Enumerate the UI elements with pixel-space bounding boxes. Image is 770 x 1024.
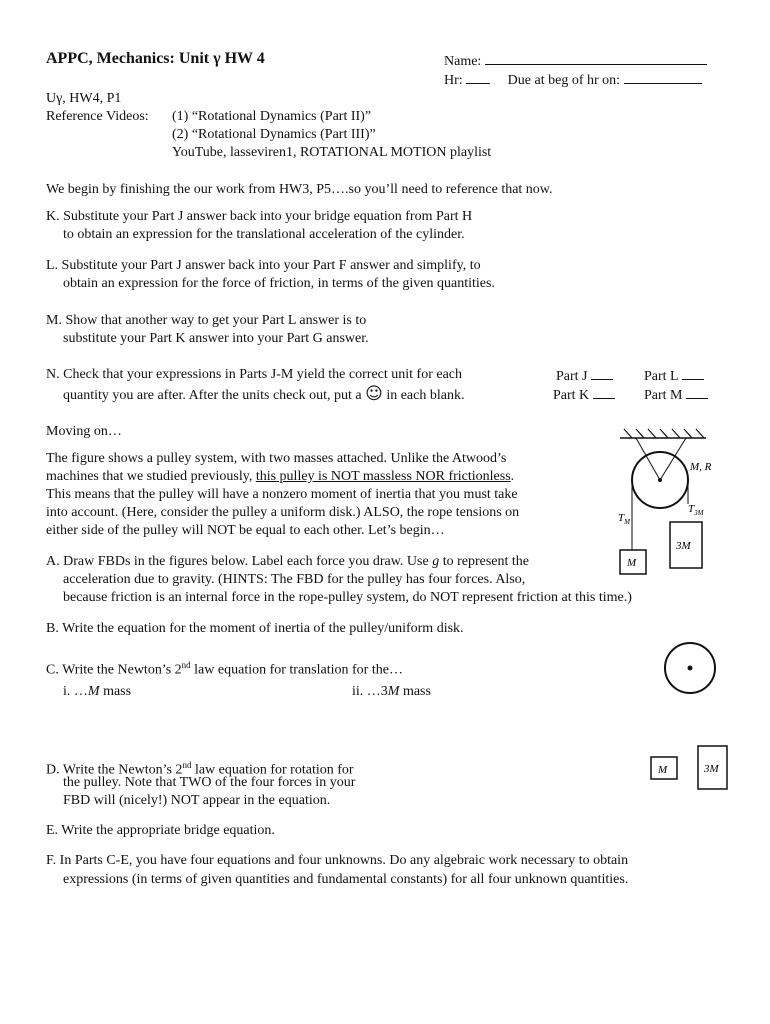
fbd-mass-m-label: M — [658, 764, 668, 776]
check-part-l-blank[interactable] — [682, 366, 704, 380]
question-a-line3: because friction is an internal force in the rope-pulley system, do NOT represent friction at this time.) — [63, 590, 632, 605]
check-part-j[interactable] — [556, 366, 613, 386]
pulley-desc-2 — [46, 468, 514, 486]
gravity-symbol: g — [432, 554, 440, 569]
tension-left-symbol: T — [618, 512, 625, 524]
question-c-ii-suffix: mass — [402, 684, 431, 699]
mass-fbd-figure[interactable] — [648, 744, 732, 792]
name-field[interactable] — [444, 51, 707, 71]
ceiling — [620, 429, 706, 438]
video-1: (1) “Rotational Dynamics (Part II)” — [172, 109, 372, 124]
check-part-l-label: Part L — [644, 369, 679, 384]
begin-text: We begin by finishing the our work from HW3, P5….so you’ll need to reference that now. — [46, 182, 553, 197]
hr-blank[interactable] — [466, 70, 490, 84]
pulley-desc-1: The figure shows a pulley system, with two masses attached. Unlike the Atwood’s — [46, 451, 507, 466]
question-c-i-prefix: i. … — [63, 684, 88, 699]
fbd-mass-3m-label: 3M — [704, 763, 719, 775]
page-title: APPC, Mechanics: Unit γ HW 4 — [46, 50, 265, 67]
moving-on: Moving on… — [46, 424, 122, 439]
check-part-k-blank[interactable] — [593, 385, 615, 399]
check-part-k[interactable] — [553, 385, 615, 405]
mass-3m-label: 3M — [676, 540, 691, 552]
tension-right-symbol: T — [688, 503, 695, 515]
part-n-line1: N. Check that your expressions in Parts J-M yield the correct unit for each — [46, 367, 463, 382]
question-c-i-symbol: M — [87, 684, 100, 699]
question-a-line2: acceleration due to gravity. (HINTS: The FBD for the pulley has four forces. Also, — [63, 572, 526, 587]
pulley-desc-5: either side of the pulley will NOT be equal to each other. Let’s begin… — [46, 523, 445, 538]
question-d-line3: FBD will (nicely!) NOT appear in the equation. — [63, 793, 331, 808]
pulley-fbd-figure[interactable] — [660, 640, 720, 696]
support-strut-left — [636, 438, 660, 480]
question-a-line1 — [46, 553, 529, 571]
question-c-text-b: law equation for translation for the… — [194, 662, 403, 678]
question-a-text-b: to represent the — [442, 554, 529, 569]
part-n-text-a: quantity you are after. After the units check out, put a — [63, 388, 362, 403]
part-k-line1: K. Substitute your Part J answer back into your bridge equation from Part H — [46, 209, 473, 224]
check-part-m-blank[interactable] — [686, 385, 708, 399]
part-k-line2: to obtain an expression for the translational acceleration of the cylinder. — [63, 227, 465, 242]
question-d-line2: the pulley. Note that TWO of the four forces in your — [63, 775, 356, 790]
tension-left-label — [618, 512, 631, 526]
video-2: (2) “Rotational Dynamics (Part III)” — [172, 127, 376, 142]
question-e: E. Write the appropriate bridge equation. — [46, 823, 275, 838]
question-c-i-suffix: mass — [103, 684, 132, 699]
part-l-line1: L. Substitute your Part J answer back into your Part F answer and simplify, to — [46, 258, 481, 273]
check-part-j-label: Part J — [556, 369, 588, 384]
question-c-ii — [352, 683, 431, 701]
due-blank[interactable] — [624, 70, 702, 84]
pulley-desc-emphasis: this pulley is NOT massless NOR frictionless — [255, 469, 511, 484]
check-part-j-blank[interactable] — [591, 366, 613, 380]
pulley-desc-2c: . — [510, 469, 515, 484]
pulley-desc-2a: machines that we studied previously, — [46, 469, 253, 484]
question-b: B. Write the equation for the moment of inertia of the pulley/uniform disk. — [46, 621, 464, 636]
hr-label: Hr: — [444, 73, 463, 88]
check-part-k-label: Part K — [553, 388, 590, 403]
mass-m-label: M — [627, 557, 637, 569]
part-n-line2 — [63, 385, 464, 405]
pulley-fbd-center — [688, 666, 693, 671]
pulley-axle — [658, 478, 662, 482]
part-l-line2: obtain an expression for the force of friction, in terms of the given quantities. — [63, 276, 495, 291]
question-c-ii-prefix: ii. …3 — [352, 684, 388, 699]
support-strut-right — [660, 438, 686, 480]
question-f-line1: F. In Parts C-E, you have four equations and four unknowns. Do any algebraic work necessary to obtain — [46, 853, 629, 868]
pulley-desc-3: This means that the pulley will have a nonzero moment of inertia that you must take — [46, 487, 518, 502]
question-c-i — [63, 683, 131, 701]
tension-left-subscript: M — [624, 518, 630, 526]
pulley-desc-4: into account. (Here, consider the pulley a uniform disk.) ALSO, the rope tensions on — [46, 505, 520, 520]
question-c-ii-symbol: M — [387, 684, 400, 699]
part-n-text-b: in each blank. — [386, 388, 465, 403]
name-blank[interactable] — [485, 51, 707, 65]
smiley-icon: ☺ — [365, 384, 383, 404]
question-c — [46, 656, 403, 680]
pulley-label: M, R — [690, 461, 712, 473]
part-m-line2: substitute your Part K answer into your Part G answer. — [63, 331, 369, 346]
question-d-text-b: law equation for rotation for — [194, 762, 354, 778]
question-d-text-a: D. Write the Newton’s 2 — [46, 762, 183, 778]
pulley-figure — [608, 424, 728, 580]
name-label: Name: — [444, 54, 482, 69]
question-c-text-a: C. Write the Newton’s 2 — [46, 662, 182, 678]
due-label: Due at beg of hr on: — [507, 73, 621, 88]
tension-right-subscript: 3M — [694, 509, 704, 517]
ref-line: Uγ, HW4, P1 — [46, 91, 122, 106]
question-c-superscript: nd — [181, 660, 191, 670]
check-part-l[interactable] — [644, 366, 704, 386]
video-3: YouTube, lasseviren1, ROTATIONAL MOTION playlist — [172, 145, 492, 160]
videos-label: Reference Videos: — [46, 109, 149, 124]
check-part-m[interactable] — [644, 385, 708, 405]
part-m-line1: M. Show that another way to get your Part L answer is to — [46, 313, 367, 328]
tension-right-label — [688, 503, 705, 517]
check-part-m-label: Part M — [644, 388, 683, 403]
question-f-line2: expressions (in terms of given quantities and fundamental constants) for all four unknown quantities. — [63, 872, 629, 887]
question-d-superscript: nd — [182, 760, 192, 770]
question-a-text: A. Draw FBDs in the figures below. Label each force you draw. Use — [46, 554, 429, 569]
hr-field[interactable] — [444, 70, 702, 90]
